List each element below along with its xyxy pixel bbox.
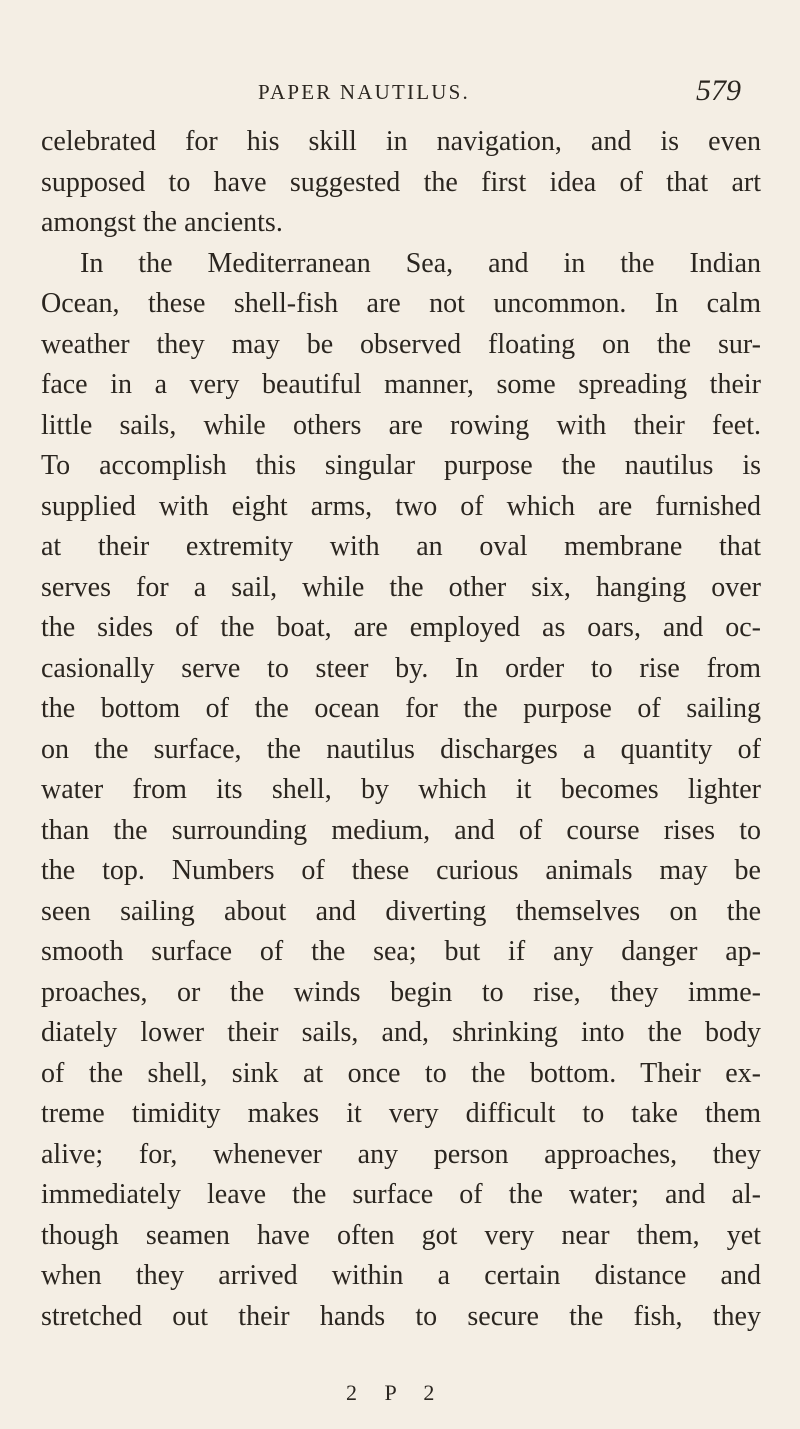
text-line: smooth surface of the sea; but if any danger ap-	[41, 936, 761, 967]
running-title: PAPER NAUTILUS.	[258, 80, 470, 104]
text-line: little sails, while others are rowing with their feet.	[41, 409, 761, 441]
text-line: seen sailing about and diverting themselves on the	[41, 895, 761, 927]
text-line: To accomplish this singular purpose the nautilus is	[41, 450, 761, 481]
body-text	[41, 122, 761, 1337]
text-line: supposed to have suggested the first idea of that art	[41, 166, 761, 198]
text-line: the bottom of the ocean for the purpose of sailing	[41, 693, 761, 724]
text-line: treme timidity makes it very difficult to take them	[41, 1098, 761, 1129]
text-line: casionally serve to steer by. In order to rise from	[41, 652, 761, 684]
text-line: than the surrounding medium, and of course rises to	[41, 814, 761, 846]
text-line: on the surface, the nautilus discharges a quantity of	[41, 733, 761, 765]
text-line: immediately leave the surface of the water; and al-	[41, 1179, 761, 1210]
text-line: proaches, or the winds begin to rise, they imme-	[41, 976, 761, 1008]
text-line: diately lower their sails, and, shrinking into the body	[41, 1017, 761, 1048]
text-line: the top. Numbers of these curious animals may be	[41, 855, 761, 886]
text-line: serves for a sail, while the other six, hanging over	[41, 571, 761, 603]
text-line: face in a very beautiful manner, some spreading their	[41, 369, 761, 400]
page-header	[0, 74, 800, 114]
text-line: stretched out their hands to secure the fish, they	[41, 1300, 761, 1332]
text-line: at their extremity with an oval membrane that	[41, 531, 761, 562]
text-line: amongst the ancients.	[41, 207, 283, 238]
text-line: In the Mediterranean Sea, and in the Indian	[80, 247, 761, 279]
text-line: of the shell, sink at once to the bottom. Their ex-	[41, 1057, 761, 1089]
page-number: 579	[696, 74, 741, 107]
text-line: supplied with eight arms, two of which are furnished	[41, 490, 761, 522]
text-line: Ocean, these shell-fish are not uncommon. In calm	[41, 288, 761, 319]
text-line: when they arrived within a certain distance and	[41, 1260, 761, 1291]
text-line: weather they may be observed floating on the sur-	[41, 328, 761, 360]
signature-mark: 2 P 2	[346, 1380, 446, 1405]
text-line: the sides of the boat, are employed as oars, and oc-	[41, 612, 761, 643]
text-line: though seamen have often got very near them, yet	[41, 1219, 761, 1251]
text-line: celebrated for his skill in navigation, and is even	[41, 126, 761, 157]
text-line: water from its shell, by which it becomes lighter	[41, 774, 761, 805]
text-line: alive; for, whenever any person approaches, they	[41, 1138, 761, 1170]
